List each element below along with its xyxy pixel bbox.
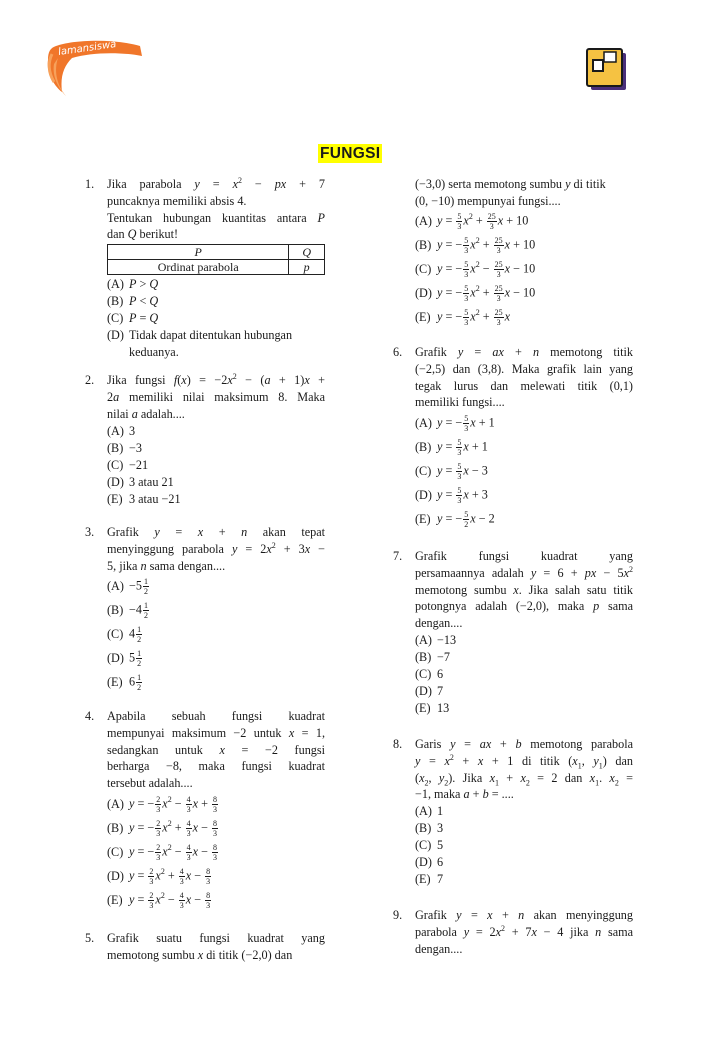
option-d: (D) y = $\frac{2}{3}$ $x^2$ + $\frac{4}{3}$ x − $\frac{8}{3}$ xyxy=(107,866,211,886)
option-b: (B) y = − $\frac{5}{3}$ $x^2$ + $\frac{25}{3}$ x + 10 xyxy=(415,236,536,256)
option-d: (D) 3 atau 21 xyxy=(107,474,174,489)
option-a: (A) y = − $\frac{2}{3}$ $x^2$ − $\frac{4}{3}$ x + $\frac{8}{3}$ xyxy=(107,794,218,814)
question-text: Grafik y = x + n akan tepat xyxy=(107,525,326,539)
question-2 xyxy=(85,371,325,507)
option-c: (C) y = − $\frac{5}{3}$ $x^2$ − $\frac{25}{3}$ x − 10 xyxy=(415,260,536,280)
question-text: ($x_2$, $y_2$). Jika $x_1 + x_2 = 2$ dan $x_1$. $x_2$ = xyxy=(415,770,633,788)
question-text: 2a memiliki nilai maksimum 8. Maka xyxy=(107,389,325,404)
question-5 xyxy=(85,930,325,964)
question-text: berharga −8, maka fungsi kuadrat xyxy=(107,759,325,774)
option-e: (E) 7 xyxy=(415,872,444,887)
option-a: (A) 3 xyxy=(107,423,136,438)
question-text: memotong sumbu x di titik (−2,0) dan xyxy=(107,947,293,962)
question-text: Garis y = ax + b memotong parabola xyxy=(415,737,634,751)
question-7 xyxy=(393,548,634,717)
question-text: potongnya adalah (−2,0), maka p sama xyxy=(415,599,634,614)
option-a: (A) −5 $\frac{1}{2}$ xyxy=(107,576,148,596)
option-b: (B) −3 xyxy=(107,440,142,455)
question-text: tersebut adalah.... xyxy=(107,776,193,791)
option-d: (D) y = − $\frac{5}{3}$ $x^2$ + $\frac{25}{3}$ x − 10 xyxy=(415,284,536,304)
question-number: 8. xyxy=(393,737,403,751)
option-b: (B) 3 xyxy=(415,821,444,836)
option-b: (B) −4 $\frac{1}{2}$ xyxy=(107,600,148,620)
question-text: Tentukan hubungan kuantitas antara P xyxy=(107,210,325,225)
option-a: (A) y = − $\frac{5}{3}$ x + 1 xyxy=(415,413,495,433)
option-e: (E) 13 xyxy=(415,701,450,716)
option-d: (D) Tidak dapat ditentukan hubungan keduanya. xyxy=(107,328,293,360)
question-1 xyxy=(85,175,326,361)
table-header: P xyxy=(108,245,289,260)
question-number: 3. xyxy=(85,525,95,539)
option-e: (E) 3 atau −21 xyxy=(107,491,181,506)
question-number: 2. xyxy=(85,373,95,387)
question-text: memiliki fungsi.... xyxy=(415,395,505,410)
option-d: (D) 6 xyxy=(415,855,444,870)
question-5-continued xyxy=(415,176,633,330)
question-text: mempunyai maksimum −2 untuk x = 1, xyxy=(107,725,326,740)
comparison-table xyxy=(107,244,325,275)
page-title: FUNGSI xyxy=(320,145,381,162)
option-c: (C) y = − $\frac{2}{3}$ $x^2$ − $\frac{4}{3}$ x − $\frac{8}{3}$ xyxy=(107,842,218,862)
option-b: (B) P < Q xyxy=(107,294,159,309)
question-text: sedangkan untuk x = −2 fungsi xyxy=(107,742,326,757)
option-a: (A) P > Q xyxy=(107,277,159,292)
question-text: menyinggung parabola $y = 2x^2 + 3x$ − xyxy=(107,540,326,556)
option-c: (C) −21 xyxy=(107,457,149,472)
option-a: (A) y = $\frac{5}{3}$ $x^2$ + $\frac{25}{3}$ x + 10 xyxy=(415,212,529,232)
option-d: (D) 7 xyxy=(415,684,444,699)
question-text: memotong sumbu x. Jika salah satu titik xyxy=(415,582,633,597)
option-b: (B) y = $\frac{5}{3}$ x + 1 xyxy=(415,437,488,457)
question-number: 9. xyxy=(393,908,403,922)
option-d: (D) 5 $\frac{1}{2}$ xyxy=(107,648,142,668)
option-d: (D) y = $\frac{5}{3}$ x + 3 xyxy=(415,485,488,505)
question-3 xyxy=(85,524,326,694)
square-notebook-icon xyxy=(586,48,628,92)
question-text: (−2,5) dan (3,8). Maka grafik lain yang xyxy=(415,361,633,376)
question-number: 4. xyxy=(85,709,95,723)
question-number: 5. xyxy=(85,931,95,945)
question-text: −1, maka a + b = .... xyxy=(415,787,514,802)
logo-text: lamansiswa xyxy=(57,38,118,59)
question-text: persamaannya adalah y = 6 + px − $5x^2$ xyxy=(415,564,633,580)
option-b: (B) −7 xyxy=(415,650,450,665)
question-6 xyxy=(393,344,634,531)
option-a: (A) 1 xyxy=(415,804,444,819)
question-text: tegak lurus dan melewati titik (0,1) xyxy=(415,378,633,393)
option-a: (A) −13 xyxy=(415,633,457,648)
question-9 xyxy=(393,907,634,957)
question-text: Grafik suatu fungsi kuadrat yang xyxy=(107,931,325,945)
question-number: 7. xyxy=(393,549,403,563)
question-8 xyxy=(393,736,634,888)
question-number: 1. xyxy=(85,177,95,191)
question-text: dan Q berikut! xyxy=(107,227,179,242)
table-header: Q xyxy=(289,245,325,260)
question-text: dengan.... xyxy=(415,941,463,956)
question-text: Apabila sebuah fungsi kuadrat xyxy=(107,709,325,723)
question-text: Grafik y = x + n akan menyinggung xyxy=(415,908,633,922)
question-text: 5, jika n sama dengan.... xyxy=(107,558,226,573)
table-cell: Ordinat parabola xyxy=(108,260,289,275)
option-c: (C) y = $\frac{5}{3}$ x − 3 xyxy=(415,461,488,481)
option-e: (E) 6 $\frac{1}{2}$ xyxy=(107,672,142,692)
option-c: (C) P = Q xyxy=(107,311,159,326)
question-text: dengan.... xyxy=(415,616,463,631)
option-e: (E) y = $\frac{2}{3}$ $x^2$ − $\frac{4}{3}$ x − $\frac{8}{3}$ xyxy=(107,890,211,910)
question-text: Jika parabola $y = x^2$ − px + 7 xyxy=(107,175,326,191)
option-b: (B) y = − $\frac{2}{3}$ $x^2$ + $\frac{4}{3}$ x − $\frac{8}{3}$ xyxy=(107,818,218,838)
question-text: (0, −10) mempunyai fungsi.... xyxy=(415,193,561,208)
question-number: 6. xyxy=(393,345,403,359)
option-c: (C) 5 xyxy=(415,838,444,853)
option-e: (E) y = − $\frac{5}{2}$ x − 2 xyxy=(415,509,495,529)
table-cell: p xyxy=(289,260,325,275)
question-text: Grafik fungsi kuadrat yang xyxy=(415,549,633,563)
question-text: nilai a adalah.... xyxy=(107,406,185,421)
question-text: parabola $y = 2x^2 + 7x - 4$ jika n sama xyxy=(415,923,634,939)
question-text: $y = x^2 + x + 1$ di titik ($x_1$, $y_1$) dan xyxy=(415,752,633,771)
option-e: (E) y = − $\frac{5}{3}$ $x^2$ + $\frac{25}{3}$ x xyxy=(415,308,511,328)
question-text: (−3,0) serta memotong sumbu y di titik xyxy=(415,177,606,191)
question-text: puncaknya memiliki absis 4. xyxy=(107,193,247,208)
question-4 xyxy=(85,708,326,912)
option-c: (C) 6 xyxy=(415,667,444,682)
option-c: (C) 4 $\frac{1}{2}$ xyxy=(107,624,142,644)
question-text: Jika fungsi $f(x) = -2x^2 - (a + 1)x$ + xyxy=(107,371,325,387)
question-text: Grafik y = ax + n memotong titik xyxy=(415,345,634,359)
